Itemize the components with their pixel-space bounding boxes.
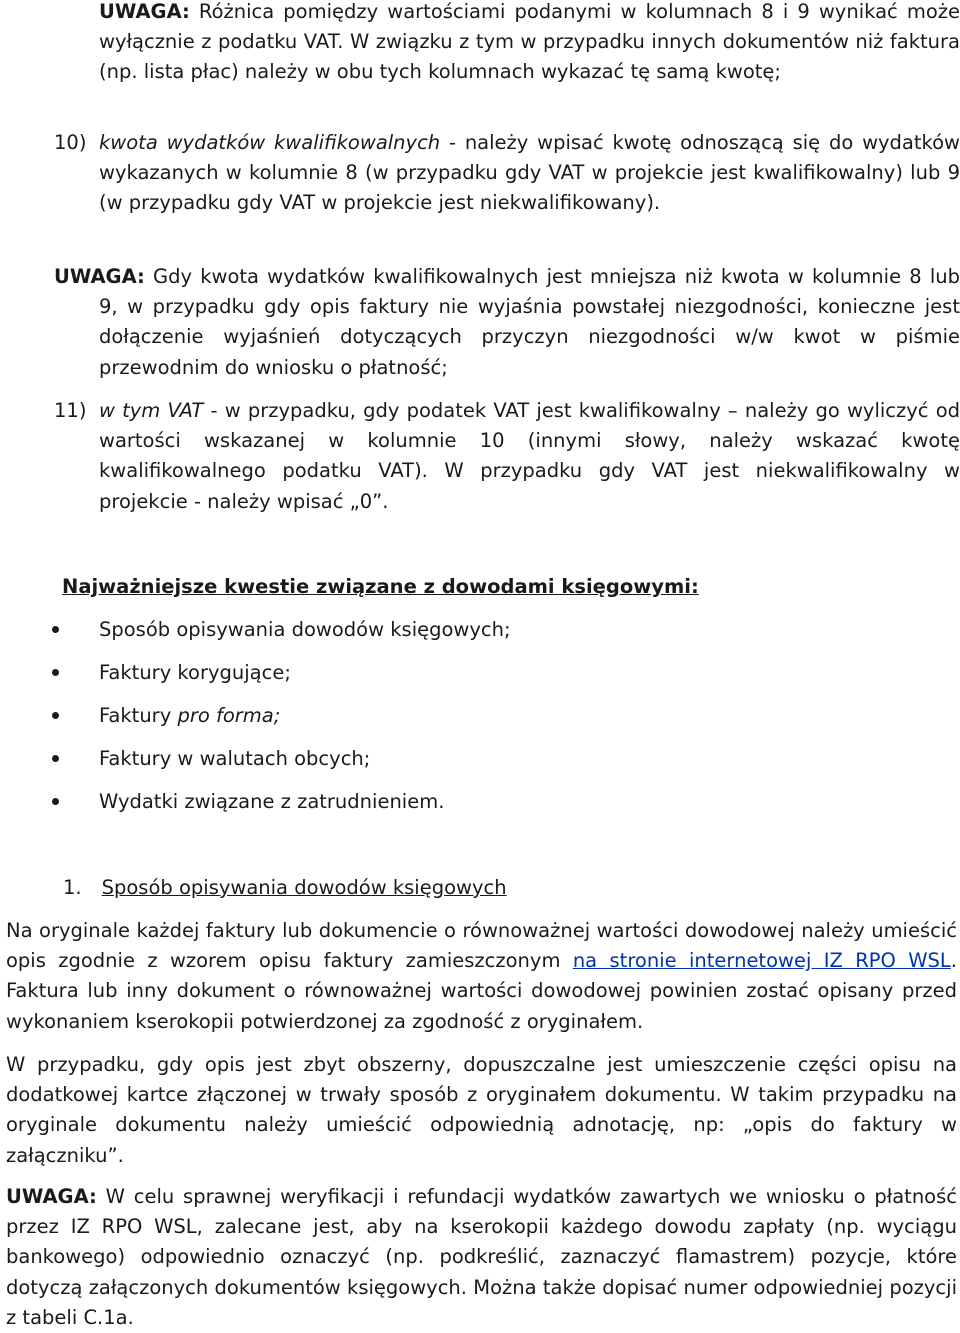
- bullet-icon: [52, 755, 59, 762]
- item-text: - w przypadku, gdy podatek VAT jest kwalifikowalny – należy go wyliczyć od wartości wskazanej w kolumnie 10 (innymi słowy, należy wskazać kwotę kwalifikowalnego podatku VAT). W przypadku gdy VAT jest niekwalifikowalny w projekcie - należy wpisać „0”.: [99, 399, 960, 513]
- item-text: - należy wpisać kwotę odnoszącą się do wydatków wykazanych w kolumnie 8 (w przypadku gdy VAT w projekcie jest kwalifikowalny) lub 9 (w przypadku gdy VAT w projekcie jest niekwalifikowany).: [99, 131, 960, 215]
- note-label: UWAGA:: [54, 265, 145, 288]
- list-item: Faktury w walutach obcych;: [0, 741, 960, 784]
- subheading: [63, 873, 507, 903]
- subheading-title: Sposób opisywania dowodów księgowych: [101, 876, 507, 899]
- item-number: 10): [54, 131, 87, 154]
- bullet-icon: [52, 798, 59, 805]
- body-paragraph-2: W przypadku, gdy opis jest zbyt obszerny, dopuszczalne jest umieszczenie części opisu na dodatkowej kartce złączonej w trwały sposób z oryginałem dokumentu. W takim przypadku na oryginale dokumentu należy umieścić odpowiednią adnotację, np: „opis do faktury w załączniku”.: [6, 1053, 957, 1167]
- item-10: [0, 128, 960, 219]
- list-item: Faktury korygujące;: [0, 655, 960, 698]
- note-vat-difference: [0, 0, 960, 88]
- note-text: Różnica pomiędzy wartościami podanymi w kolumnach 8 i 9 wynikać może wyłącznie z podatku VAT. W związku z tym w przypadku innych dokumentów niż faktura (np. lista płac) należy w obu tych kolumnach wykazać tę samą kwotę;: [99, 0, 960, 84]
- section-heading: [62, 572, 699, 602]
- item-term: kwota wydatków kwalifikowalnych: [99, 131, 441, 154]
- note-text: W celu sprawnej weryfikacji i refundacji wydatków zawartych we wniosku o płatność przez IZ RPO WSL, zalecane jest, aby na kserokopii każdego dowodu zapłaty (np. wyciągu bankowego) odpowiednio oznaczyć (np. podkreślić, zaznaczyć flamastrem) pozycje, które dotyczą załączonych dokumentów księgowych. Można także dopisać numer odpowiedniej pozycji z tabeli C.1a.: [6, 1185, 957, 1329]
- subheading-number: 1.: [63, 876, 82, 899]
- item-11: [0, 396, 960, 517]
- note-final: [0, 1182, 960, 1333]
- bullet-icon: [52, 626, 59, 633]
- item-number: 11): [54, 399, 87, 422]
- note-label: UWAGA:: [99, 0, 190, 23]
- item-term: w tym VAT: [99, 399, 204, 422]
- body-paragraph-1: Na oryginale każdej faktury lub dokumencie o równoważnej wartości dowodowej należy umieścić opis zgodnie z wzorem opisu faktury zamieszczonym na stronie internetowej IZ RPO WSL. Faktura lub inny dokument o równoważnej wartości dowodowej powinien zostać opisany przed wykonaniem kserokopii potwierdzonej za zgodność z oryginałem.: [6, 919, 957, 1033]
- website-link[interactable]: na stronie internetowej IZ RPO WSL: [572, 949, 951, 973]
- note-label: UWAGA:: [6, 1185, 97, 1208]
- bullet-icon: [52, 669, 59, 676]
- section-heading-text: Najważniejsze kwestie związane z dowodami księgowymi:: [62, 575, 699, 598]
- note-text: Gdy kwota wydatków kwalifikowalnych jest mniejsza niż kwota w kolumnie 8 lub 9, w przypadku gdy opis faktury nie wyjaśnia powstałej niezgodności, konieczne jest dołączenie wyjaśnień dotyczących przyczyn niezgodności w/w kwot w piśmie przewodnim do wniosku o płatność;: [99, 265, 960, 379]
- list-item: Wydatki związane z zatrudnieniem.: [0, 784, 960, 827]
- list-item: Sposób opisywania dowodów księgowych;: [0, 612, 960, 655]
- note-qualified-amount: [0, 262, 960, 383]
- key-issues-list: [0, 612, 960, 827]
- list-item: Faktury pro forma;: [0, 698, 960, 741]
- bullet-icon: [52, 712, 59, 719]
